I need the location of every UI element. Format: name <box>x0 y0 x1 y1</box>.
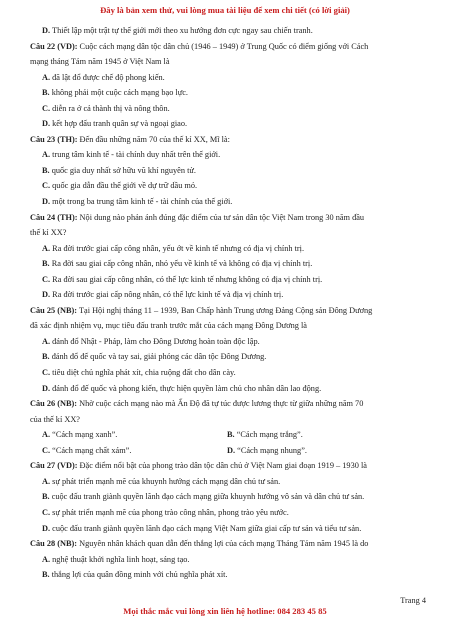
question-text: đã xác định nhiệm vụ, mục tiêu đấu tranh trước mắt của cách mạng Đông Dương là <box>30 321 307 331</box>
option-text: đã lật đổ được chế độ phong kiến. <box>52 72 165 82</box>
option-text: diễn ra ở cả thành thị và nông thôn. <box>52 103 170 113</box>
option-letter: B. <box>42 352 50 362</box>
question-stem-continued <box>30 225 428 241</box>
question-text: Cuộc cách mạng dân tộc dân chủ (1946 – 1949) ở Trung Quốc có điểm giống với Cách <box>77 41 369 51</box>
question-stem <box>30 458 428 474</box>
option-text: cuộc đấu tranh giành quyền lãnh đạo cách mạng Việt Nam giữa giai cấp tư sản và tiểu tư sản. <box>52 523 362 533</box>
option-letter: B. <box>42 88 50 98</box>
question-stem-continued <box>30 412 428 428</box>
option-text: Thiết lập một trật tự thế giới mới theo xu hướng đơn cực ngay sau chiến tranh. <box>52 26 313 35</box>
question-text: Nguyên nhân khách quan dẫn đến thắng lợi của cách mạng Tháng Tám năm 1945 là do <box>77 539 369 549</box>
option-letter: A. <box>42 430 51 440</box>
question-stem <box>30 396 428 412</box>
question-text: Đặc điểm nổi bật của phong trào dân tộc dân chủ ở Việt Nam giai đoạn 1919 – 1930 là <box>77 461 367 471</box>
question-text: Nhờ cuộc cách mạng nào mà Ấn Độ đã tự túc được lương thực từ giữa những năm 70 <box>77 399 364 409</box>
question-block <box>30 210 428 303</box>
answer-option <box>30 85 428 101</box>
option-text: Ra đời trước giai cấp công nhân, yếu ớt về kinh tế nhưng có địa vị chính trị. <box>52 243 305 253</box>
option-letter: A. <box>42 554 51 564</box>
answer-option <box>30 505 428 521</box>
option-text: nghệ thuật khởi nghĩa linh hoạt, sáng tạo. <box>52 554 190 564</box>
question-label: Câu 22 (VD): <box>30 41 78 51</box>
question-label: Câu 26 (NB): <box>30 399 78 409</box>
answer-option <box>30 552 428 568</box>
option-text: quốc gia dẫn đầu thế giới về dự trữ dầu mỏ. <box>52 181 198 191</box>
answer-option <box>30 349 428 365</box>
question-block <box>30 132 428 210</box>
answer-option <box>215 443 400 459</box>
question-stem <box>30 210 428 226</box>
answer-option <box>30 381 428 397</box>
question-stem <box>30 303 428 319</box>
question-stem <box>30 536 428 552</box>
answer-option <box>30 163 428 179</box>
answer-option <box>30 427 215 443</box>
question-block <box>30 303 428 396</box>
option-text: quốc gia duy nhất sở hữu vũ khí nguyên tử. <box>51 165 196 175</box>
question-label: Câu 27 (VD): <box>30 461 78 471</box>
answer-option <box>30 241 428 257</box>
answer-option <box>30 287 428 303</box>
option-letter: B. <box>42 165 50 175</box>
page-number: Trang 4 <box>400 596 426 605</box>
option-letter: D. <box>42 26 51 35</box>
option-letter: D. <box>42 523 51 533</box>
option-letter: D. <box>42 290 51 300</box>
option-letter: C. <box>42 181 51 191</box>
option-text: “Cách mạng trắng”. <box>236 430 303 440</box>
question-stem-continued <box>30 318 428 334</box>
option-text: tiêu diệt chủ nghĩa phát xít, chia ruộng đất cho dân cày. <box>52 368 236 378</box>
question-label: Câu 23 (TH): <box>30 134 78 144</box>
question-text: Tại Hội nghị tháng 11 – 1939, Ban Chấp hành Trung ương Đảng Cộng sản Đông Dương <box>77 305 373 315</box>
option-letter: B. <box>42 492 50 502</box>
question-stem <box>30 39 428 55</box>
question-stem-continued <box>30 54 428 70</box>
answer-option <box>30 256 428 272</box>
answer-option <box>30 521 428 537</box>
question-label: Câu 25 (NB): <box>30 305 78 315</box>
option-letter: A. <box>42 150 51 160</box>
option-text: đánh đổ đế quốc và tay sai, giải phóng các dân tộc Đông Dương. <box>51 352 267 362</box>
answer-option <box>30 365 428 381</box>
option-letter: A. <box>42 336 51 346</box>
answer-option <box>30 116 428 132</box>
answer-option <box>30 272 428 288</box>
option-text: “Cách mạng chất xám”. <box>52 445 132 455</box>
answer-option <box>30 474 428 490</box>
question-text: Đến đầu những năm 70 của thế kỉ XX, Mĩ là: <box>77 134 230 144</box>
option-letter: D. <box>42 383 51 393</box>
option-letter: A. <box>42 476 51 486</box>
option-text: trung tâm kinh tế - tài chính duy nhất trên thế giới. <box>52 150 221 160</box>
option-text: Ra đời sau giai cấp công nhân, nhỏ yếu về kinh tế và không có địa vị chính trị. <box>51 259 313 269</box>
option-letter: A. <box>42 72 51 82</box>
answer-option <box>30 194 428 210</box>
option-letter: C. <box>42 507 51 517</box>
document-body <box>30 23 428 583</box>
question-label: Câu 28 (NB): <box>30 539 78 549</box>
option-text: đánh đổ Nhật - Pháp, làm cho Đông Dương hoàn toàn độc lập. <box>52 336 260 346</box>
question-block <box>30 39 428 132</box>
answer-option <box>30 147 428 163</box>
answer-option <box>30 178 428 194</box>
question-block <box>30 536 428 583</box>
lead-option <box>30 23 428 39</box>
question-text: Nội dung nào phản ánh đúng đặc điểm của tư sản dân tộc Việt Nam trong 30 năm đầu <box>77 212 365 222</box>
option-letter: A. <box>42 243 51 253</box>
option-text: không phải một cuộc cách mạng bạo lực. <box>51 88 188 98</box>
option-text: cuộc đấu tranh giành quyền lãnh đạo cách mạng giữa khuynh hướng vô sản và dân chủ tư sản. <box>51 492 365 502</box>
option-text: sự phát triển mạnh mẽ của phong trào công nhân, phong trào yêu nước. <box>52 507 289 517</box>
answer-option <box>30 443 215 459</box>
question-text: thế kỉ XX? <box>30 228 67 238</box>
option-row <box>30 427 428 443</box>
option-text: “Cách mạng nhung”. <box>237 445 307 455</box>
answer-option <box>30 567 428 583</box>
answer-option <box>30 70 428 86</box>
option-letter: B. <box>42 259 50 269</box>
option-text: đánh đổ đế quốc và phong kiến, thực hiện quyền làm chủ cho nhân dân lao động. <box>52 383 322 393</box>
question-text: của thế kỉ XX? <box>30 414 80 424</box>
option-text: sự phát triển mạnh mẽ của khuynh hướng cách mạng dân chủ tư sản. <box>52 476 281 486</box>
question-block <box>30 396 428 458</box>
preview-banner: Đây là bản xem thử, vui lòng mua tài liệu để xem chi tiết (có lời giải) <box>100 5 350 15</box>
question-text: mạng tháng Tám năm 1945 ở Việt Nam là <box>30 57 170 67</box>
option-text: kết hợp đấu tranh quân sự và ngoại giao. <box>52 119 188 129</box>
answer-option <box>30 334 428 350</box>
option-text: Ra đời trước giai cấp nông nhân, có thế lực kinh tế và địa vị chính trị. <box>52 290 284 300</box>
question-stem <box>30 132 428 148</box>
option-letter: C. <box>42 103 51 113</box>
option-letter: D. <box>227 445 236 455</box>
answer-option <box>30 489 428 505</box>
option-letter: D. <box>42 197 51 207</box>
hotline-footer: Mọi thắc mắc vui lòng xin liên hệ hotline: 084 283 45 85 <box>123 606 327 616</box>
option-letter: B. <box>42 570 50 580</box>
question-block <box>30 458 428 536</box>
option-text: “Cách mạng xanh”. <box>52 430 118 440</box>
option-text: Ra đời sau giai cấp công nhân, có thế lực kinh tế nhưng không có địa vị chính trị. <box>52 274 323 284</box>
option-letter: D. <box>42 119 51 129</box>
answer-option <box>30 101 428 117</box>
option-text: một trong ba trung tâm kinh tế - tài chính của thế giới. <box>52 197 233 207</box>
option-row <box>30 443 428 459</box>
option-letter: C. <box>42 368 51 378</box>
answer-option <box>215 427 400 443</box>
option-letter: B. <box>227 430 235 440</box>
option-text: thắng lợi của quân đồng minh với chủ nghĩa phát xít. <box>51 570 228 580</box>
option-letter: C. <box>42 274 51 284</box>
option-letter: C. <box>42 445 51 455</box>
question-label: Câu 24 (TH): <box>30 212 78 222</box>
